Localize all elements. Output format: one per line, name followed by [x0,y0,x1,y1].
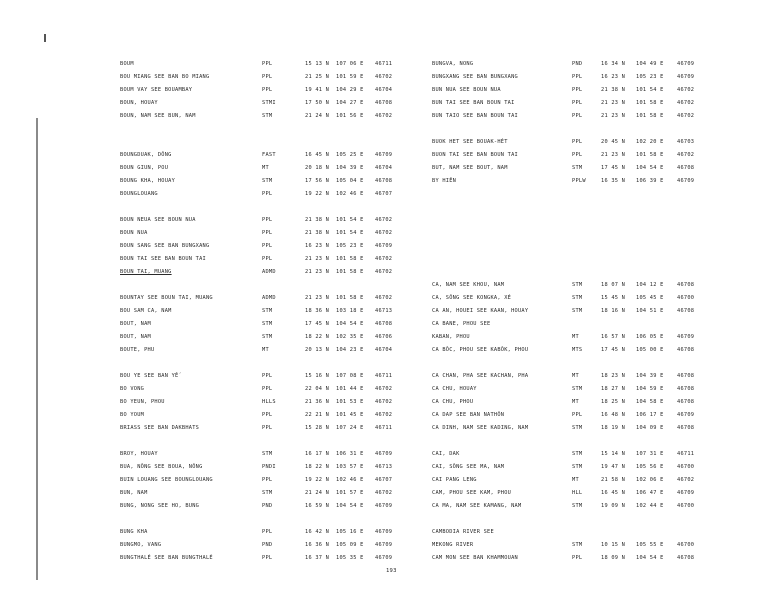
longitude: 104 54 E [336,321,364,327]
latitude: 18 27 N [601,386,626,392]
map-sheet: 46709 [677,412,695,418]
entry-name: BOU YE SEE BAN YẾ [120,373,179,379]
map-sheet: 46709 [677,74,695,80]
feature-code: STM [262,113,273,119]
entry-name: CA DINH, NAM SEE KADING, NAM [432,425,529,431]
entry-name: CAI PANG LENG [432,477,477,483]
feature-code: MT [572,477,579,483]
longitude: 105 23 E [636,74,664,80]
entry-name: CA BANE, PHOU SEE [432,321,491,327]
map-sheet: 46709 [677,178,695,184]
entry-name: MEKONG RIVER [432,542,474,548]
longitude: 106 31 E [336,451,364,457]
entry-name: CA CHU, HOUAY [432,386,477,392]
longitude: 104 58 E [636,399,664,405]
feature-code: STM [572,386,583,392]
latitude: 16 17 N [305,451,330,457]
latitude: 18 19 N [601,425,626,431]
feature-code: STM [572,282,583,288]
entry-name: BUNGVA, NONG [432,61,474,67]
feature-code: PPL [262,217,273,223]
longitude: 102 46 E [336,191,364,197]
entry-name: BOUN NEUA SEE BOUN NUA [120,217,196,223]
latitude: 16 36 N [305,542,330,548]
longitude: 106 17 E [636,412,664,418]
feature-code: PPL [262,191,273,197]
latitude: 19 22 N [305,477,330,483]
map-sheet: 46711 [677,451,695,457]
longitude: 107 08 E [336,373,364,379]
longitude: 104 54 E [336,503,364,509]
entry-name: BOUNTAY SEE BOUN TAI, MUANG [120,295,213,301]
latitude: 22 21 N [305,412,330,418]
margin-mark [44,34,46,42]
feature-code: PPL [262,373,273,379]
feature-code: MT [262,165,269,171]
latitude: 16 34 N [601,61,626,67]
latitude: 21 38 N [305,217,330,223]
map-sheet: 46708 [677,373,695,379]
map-sheet: 46702 [677,113,695,119]
entry-name: BOUT, NAM [120,321,151,327]
feature-code: STM [572,542,583,548]
feature-code: STM [262,490,273,496]
latitude: 10 15 N [601,542,626,548]
map-sheet: 46708 [375,178,393,184]
entry-name: BUNG KHA [120,529,148,535]
entry-name: CAMBODIA RIVER SEE [432,529,494,535]
entry-name: BUA, NÔNG SEE BOUA, NÔNG [120,464,203,470]
map-sheet: 46702 [375,269,393,275]
map-sheet: 46709 [375,542,393,548]
feature-code: PPL [572,412,583,418]
latitude: 21 23 N [601,152,626,158]
feature-code: ADMD [262,269,276,275]
entry-name: BOU MIANG SEE BAN BO MIANG [120,74,210,80]
feature-code: PPL [262,477,273,483]
latitude: 21 23 N [601,113,626,119]
latitude: 18 22 N [305,464,330,470]
map-sheet: 46708 [677,347,695,353]
feature-code: STMI [262,100,276,106]
map-sheet: 46709 [375,243,393,249]
feature-code: PPL [262,87,273,93]
entry-name: CAM, PHOU SEE KAM, PHOU [432,490,512,496]
feature-code: PPL [572,74,583,80]
entry-name: BUIN LOUANG SEE BOUNGLOUANG [120,477,213,483]
entry-name: BOU SAM CA, NAM [120,308,172,314]
latitude: 16 42 N [305,529,330,535]
longitude: 104 49 E [636,61,664,67]
latitude: 18 23 N [601,373,626,379]
feature-code: PND [572,61,583,67]
map-sheet: 46702 [375,256,393,262]
entry-name: BUT, NAM SEE BOUT, NAM [432,165,508,171]
map-sheet: 46702 [375,113,393,119]
longitude: 105 04 E [336,178,364,184]
latitude: 21 36 N [305,399,330,405]
feature-code: PPL [572,113,583,119]
latitude: 18 36 N [305,308,330,314]
entry-name: BROY, HOUAY [120,451,158,457]
longitude: 105 00 E [636,347,664,353]
entry-name: CAM MON SEE BAN KHAMMOUAN [432,555,518,561]
map-sheet: 46704 [375,347,393,353]
map-sheet: 46708 [677,399,695,405]
latitude: 19 41 N [305,87,330,93]
map-sheet: 46709 [375,529,393,535]
longitude: 104 27 E [336,100,364,106]
entry-name: BUNGTHALÉ SEE BAN BUNGTHALÉ [120,555,213,561]
longitude: 103 57 E [336,464,364,470]
map-sheet: 46708 [677,308,695,314]
map-sheet: 46711 [375,373,393,379]
feature-code: PPL [262,529,273,535]
latitude: 16 57 N [601,334,626,340]
feature-code: PNDI [262,464,276,470]
entry-name: BOUT, NAM [120,334,151,340]
feature-code: PND [262,503,273,509]
feature-code: MT [262,347,269,353]
latitude: 16 45 N [601,490,626,496]
feature-code: PPL [572,139,583,145]
latitude: 15 13 N [305,61,330,67]
entry-name: CA CHAN, PHA SEE KACHAN, PHA [432,373,529,379]
entry-name: BO VONG [120,386,145,392]
longitude: 101 58 E [336,256,364,262]
longitude: 102 06 E [636,477,664,483]
map-sheet: 46702 [375,295,393,301]
longitude: 101 54 E [336,217,364,223]
feature-code: STM [572,503,583,509]
feature-code: PPL [262,425,273,431]
entry-name: CA, NAM SEE KHOU, NAM [432,282,505,288]
margin-line [36,118,38,580]
latitude: 21 23 N [305,269,330,275]
map-sheet: 46702 [375,217,393,223]
latitude: 21 38 N [305,230,330,236]
entry-name: BOUNG KHA, HOUAY [120,178,176,184]
map-sheet: 46709 [677,490,695,496]
latitude: 20 18 N [305,165,330,171]
longitude: 101 59 E [336,74,364,80]
latitude: 18 22 N [305,334,330,340]
entry-name: BUN NUA SEE BOUN NUA [432,87,501,93]
entry-name: KABAN, PHOU [432,334,470,340]
latitude: 21 38 N [601,87,626,93]
map-sheet: 46713 [375,464,393,470]
entry-name: BOUN, NAM SEE BUN, NAM [120,113,196,119]
entry-name: BO YEUN, PHOU [120,399,165,405]
entry-name: BUNGMO, VANG [120,542,162,548]
feature-code: PPL [572,152,583,158]
longitude: 104 54 E [636,165,664,171]
longitude: 105 25 E [336,152,364,158]
latitude: 15 14 N [601,451,626,457]
map-sheet: 46700 [677,503,695,509]
feature-code: MTS [572,347,583,353]
feature-code: PPL [262,243,273,249]
latitude: 20 13 N [305,347,330,353]
feature-code: PPL [572,100,583,106]
map-sheet: 46702 [375,399,393,405]
longitude: 105 16 E [336,529,364,535]
longitude: 101 58 E [636,152,664,158]
entry-name: BUNG, NONG SEE HO, BUNG [120,503,200,509]
longitude: 107 24 E [336,425,364,431]
feature-code: PPL [262,412,273,418]
map-sheet: 46704 [375,87,393,93]
map-sheet: 46706 [375,334,393,340]
feature-code: STM [572,295,583,301]
longitude: 105 35 E [336,555,364,561]
map-sheet: 46711 [375,425,393,431]
entry-name: CA DAP SEE BAN NATHÔN [432,412,505,418]
longitude: 107 31 E [636,451,664,457]
latitude: 16 23 N [601,74,626,80]
map-sheet: 46702 [677,152,695,158]
latitude: 21 23 N [305,295,330,301]
longitude: 106 47 E [636,490,664,496]
map-sheet: 46708 [677,425,695,431]
longitude: 104 29 E [336,87,364,93]
feature-code: ADMD [262,295,276,301]
page-number: 193 [386,568,397,574]
latitude: 17 56 N [305,178,330,184]
map-sheet: 46708 [677,282,695,288]
entry-name: CAI, SÔNG SEE MA, NAM [432,464,505,470]
entry-name: BUOK HET SEE BOUAK-HÉT [432,139,508,145]
map-sheet: 46702 [375,412,393,418]
map-sheet: 46708 [677,386,695,392]
feature-code: MT [572,399,579,405]
entry-name: BO YOUM [120,412,145,418]
feature-code: PND [262,542,273,548]
latitude: 17 45 N [601,165,626,171]
longitude: 101 45 E [336,412,364,418]
longitude: 105 56 E [636,464,664,470]
longitude: 103 18 E [336,308,364,314]
longitude: 106 05 E [636,334,664,340]
map-sheet: 46702 [375,230,393,236]
feature-code: PPLW [572,178,586,184]
latitude: 21 58 N [601,477,626,483]
latitude: 16 59 N [305,503,330,509]
latitude: 21 23 N [305,256,330,262]
feature-code: PPL [262,61,273,67]
entry-name: BUN TAI SEE BAN BOUN TAI [432,100,515,106]
map-sheet: 46708 [375,100,393,106]
latitude: 21 24 N [305,490,330,496]
latitude: 16 23 N [305,243,330,249]
latitude: 21 25 N [305,74,330,80]
map-sheet: 46709 [677,61,695,67]
feature-code: STM [572,308,583,314]
longitude: 102 20 E [636,139,664,145]
map-sheet: 46700 [677,464,695,470]
latitude: 15 28 N [305,425,330,431]
feature-code: PPL [262,555,273,561]
entry-name: CA CHU, PHOU [432,399,474,405]
latitude: 17 45 N [601,347,626,353]
map-sheet: 46708 [375,321,393,327]
latitude: 21 23 N [601,100,626,106]
feature-code: STM [572,425,583,431]
longitude: 101 44 E [336,386,364,392]
latitude: 16 35 N [601,178,626,184]
latitude: 20 45 N [601,139,626,145]
feature-code: HLL [572,490,583,496]
entry-name: BOUNGDUAK, DÔNG [120,152,172,158]
map-sheet: 46702 [677,100,695,106]
feature-code: PPL [262,230,273,236]
entry-name: BUN, NAM [120,490,148,496]
entry-name: CA, SÔNG SEE KONGKA, XÉ [432,295,512,301]
entry-name: BOUNGLOUANG [120,191,158,197]
longitude: 101 57 E [336,490,364,496]
longitude: 104 54 E [636,555,664,561]
feature-code: FAST [262,152,276,158]
longitude: 102 35 E [336,334,364,340]
longitude: 107 06 E [336,61,364,67]
latitude: 16 48 N [601,412,626,418]
feature-code: PPL [262,74,273,80]
longitude: 101 54 E [336,230,364,236]
feature-code: HLLS [262,399,276,405]
entry-name: BUNGXANG SEE BAN BUNGXANG [432,74,518,80]
longitude: 101 58 E [636,113,664,119]
longitude: 101 58 E [336,295,364,301]
longitude: 105 55 E [636,542,664,548]
entry-name: CA BÔC, PHOU SEE KABÔK, PHOU [432,347,529,353]
longitude: 102 46 E [336,477,364,483]
longitude: 102 44 E [636,503,664,509]
map-sheet: 46709 [375,451,393,457]
latitude: 17 50 N [305,100,330,106]
entry-name: BOUN NUA [120,230,148,236]
latitude: 17 45 N [305,321,330,327]
entry-name: BOUN TAI, MUANG [120,269,172,275]
feature-code: STM [262,334,273,340]
map-sheet: 46708 [677,165,695,171]
longitude: 106 39 E [636,178,664,184]
feature-code: MT [572,334,579,340]
map-sheet: 46709 [375,152,393,158]
latitude: 18 25 N [601,399,626,405]
latitude: 19 47 N [601,464,626,470]
entry-name: BUON TAI SEE BAN BOUN TAI [432,152,518,158]
longitude: 101 58 E [336,269,364,275]
map-sheet: 46709 [677,334,695,340]
feature-code: STM [262,308,273,314]
latitude: 15 16 N [305,373,330,379]
map-sheet: 46709 [375,503,393,509]
entry-name: BRIASS SEE BAN DAKBHATS [120,425,200,431]
longitude: 105 23 E [336,243,364,249]
latitude: 18 09 N [601,555,626,561]
map-sheet: 46700 [677,542,695,548]
feature-code: STM [262,321,273,327]
entry-name: BOUN, HOUAY [120,100,158,106]
map-sheet: 46707 [375,477,393,483]
entry-name: BOUN TAI SEE BAN BOUN TAI [120,256,206,262]
map-sheet: 46709 [375,555,393,561]
feature-code: PPL [262,256,273,262]
feature-code: MT [572,373,579,379]
map-sheet: 46702 [375,74,393,80]
map-sheet: 46702 [677,87,695,93]
map-sheet: 46713 [375,308,393,314]
entry-name: BOUN SANG SEE BAN BUNGXANG [120,243,210,249]
entry-name: BY HIÊN [432,178,457,184]
longitude: 104 23 E [336,347,364,353]
map-sheet: 46708 [677,555,695,561]
feature-code: STM [572,165,583,171]
latitude: 18 16 N [601,308,626,314]
entry-name: CA AN, HOUEI SEE KAAN, HOUAY [432,308,529,314]
entry-name: BOUM VAY SEE BOUAMBAY [120,87,193,93]
map-sheet: 46707 [375,191,393,197]
latitude: 18 07 N [601,282,626,288]
longitude: 104 59 E [636,386,664,392]
longitude: 104 51 E [636,308,664,314]
latitude: 15 45 N [601,295,626,301]
map-sheet: 46702 [375,490,393,496]
longitude: 104 39 E [636,373,664,379]
longitude: 105 45 E [636,295,664,301]
latitude: 16 37 N [305,555,330,561]
feature-code: PPL [572,555,583,561]
entry-name: CA MA, NAM SEE KAMANG, NAM [432,503,522,509]
feature-code: STM [262,451,273,457]
feature-code: PPL [262,386,273,392]
feature-code: STM [262,178,273,184]
longitude: 101 54 E [636,87,664,93]
feature-code: PPL [572,87,583,93]
longitude: 101 53 E [336,399,364,405]
longitude: 101 56 E [336,113,364,119]
longitude: 104 12 E [636,282,664,288]
entry-name: BOUTE, PHU [120,347,155,353]
feature-code: STM [572,464,583,470]
latitude: 19 09 N [601,503,626,509]
map-sheet: 46704 [375,165,393,171]
entry-name: BUN TAIO SEE BAN BOUN TAI [432,113,518,119]
latitude: 22 04 N [305,386,330,392]
latitude: 21 24 N [305,113,330,119]
entry-name: BOUN GIUN, POU [120,165,169,171]
feature-code: STM [572,451,583,457]
longitude: 104 09 E [636,425,664,431]
map-sheet: 46711 [375,61,393,67]
map-sheet: 46703 [677,139,695,145]
map-sheet: 46702 [375,386,393,392]
entry-name: BOUM [120,61,134,67]
longitude: 104 39 E [336,165,364,171]
map-sheet: 46700 [677,295,695,301]
longitude: 101 58 E [636,100,664,106]
longitude: 105 09 E [336,542,364,548]
latitude: 19 22 N [305,191,330,197]
latitude: 16 45 N [305,152,330,158]
map-sheet: 46702 [677,477,695,483]
entry-name: CAI, DAK [432,451,460,457]
